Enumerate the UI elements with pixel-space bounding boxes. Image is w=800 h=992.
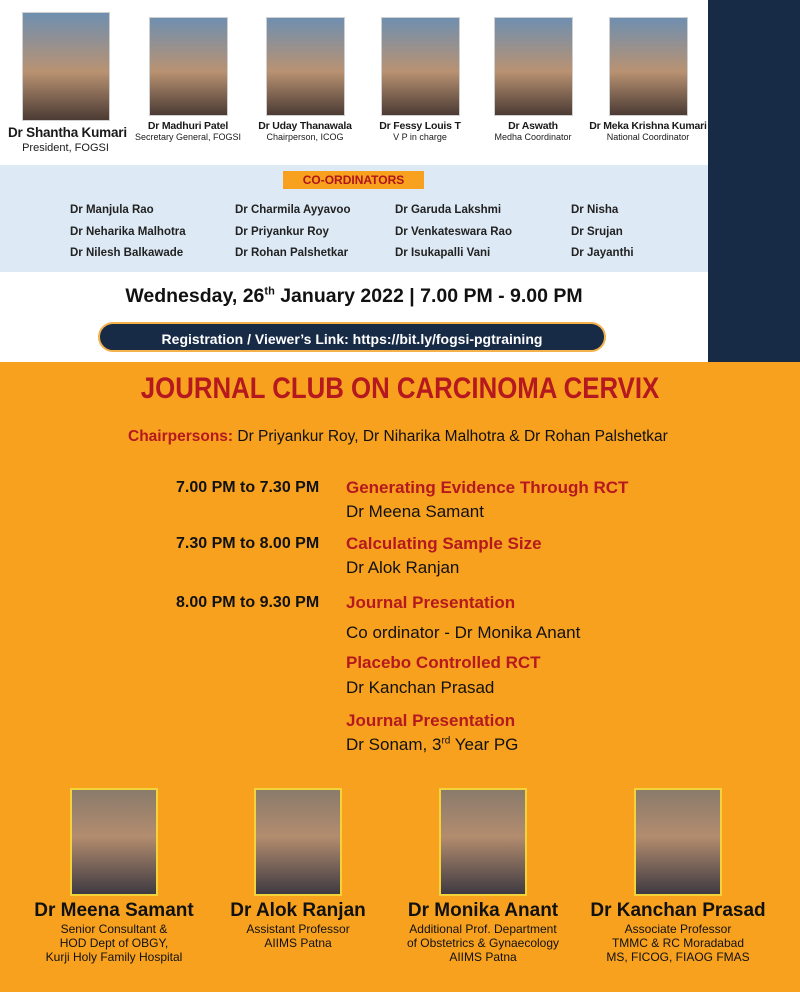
faculty-detail: AIIMS Patna	[449, 950, 517, 964]
faculty-name: Dr Kanchan Prasad	[590, 900, 766, 921]
chairpersons-label: Chairpersons:	[128, 428, 234, 445]
event-date-time	[0, 285, 708, 308]
session-speaker: Dr Meena Samant	[346, 502, 484, 521]
dignitary-photo	[22, 12, 110, 121]
faculty-detail: Associate Professor	[624, 922, 732, 936]
dignitary-name: Dr Shantha Kumari	[8, 125, 127, 140]
dignitary-shantha-kumari	[8, 12, 127, 154]
dignitary-role: Medha Coordinator	[494, 132, 572, 142]
event-date-rest: January 2022 | 7.00 PM - 9.00 PM	[274, 285, 583, 307]
navy-side-strip	[708, 0, 800, 362]
faculty-detail: Senior Consultant &	[60, 922, 168, 936]
session-title: Generating Evidence Through RCT	[346, 478, 629, 497]
dignitary-photo	[266, 17, 345, 116]
dignitary-name: Dr Fessy Louis T	[379, 120, 461, 132]
faculty-photo	[634, 788, 722, 896]
faculty-name: Dr Monika Anant	[407, 900, 559, 921]
dignitary-role: National Coordinator	[606, 132, 690, 142]
registration-link[interactable]: Registration / Viewer’s Link: https://bit.ly/fogsi-pgtraining	[98, 322, 606, 352]
faculty-detail: Kurji Holy Family Hospital	[45, 950, 183, 964]
event-day: Wednesday, 26	[125, 285, 265, 307]
dignitary-uday-thanawala	[250, 17, 360, 142]
session-time: 7.00 PM to 7.30 PM	[176, 479, 320, 496]
dignitary-photo	[149, 17, 228, 116]
faculty-photo	[439, 788, 527, 896]
speaker-year-rest: Year PG	[450, 735, 519, 754]
faculty-detail: Assistant Professor	[246, 922, 350, 936]
event-day-suffix: th	[264, 285, 275, 298]
speaker-name: Dr Sonam, 3	[346, 735, 442, 754]
coordinator-name: Dr Charmila Ayyavoo	[235, 204, 351, 216]
chairpersons	[128, 428, 668, 446]
chairpersons-names: Dr Priyankur Roy, Dr Niharika Malhotra & Dr Rohan Palshetkar	[233, 428, 668, 445]
session-speaker: Dr Alok Ranjan	[346, 558, 460, 577]
coordinator-name: Dr Venkateswara Rao	[395, 226, 512, 238]
dignitary-name: Dr Meka Krishna Kumari	[589, 120, 707, 132]
dignitary-madhuri-patel	[130, 17, 246, 142]
dignitary-photo	[494, 17, 573, 116]
coordinator-name: Dr Rohan Palshetkar	[235, 247, 349, 259]
coordinator-name: Dr Garuda Lakshmi	[395, 204, 502, 216]
faculty-detail: TMMC & RC Moradabad	[611, 936, 745, 950]
faculty-monika-anant	[390, 788, 576, 964]
session-time: 8.00 PM to 9.30 PM	[176, 594, 320, 611]
dignitary-name: Dr Aswath	[508, 120, 558, 132]
faculty-photo	[254, 788, 342, 896]
dignitary-name: Dr Madhuri Patel	[147, 120, 229, 132]
session-title: Journal Presentation	[346, 593, 516, 612]
faculty-detail: HOD Dept of OBGY,	[59, 936, 169, 950]
coordinator-name: Dr Nisha	[571, 204, 619, 216]
coordinator-name: Dr Neharika Malhotra	[70, 226, 186, 238]
faculty-meena-samant	[10, 788, 218, 964]
faculty-name: Dr Alok Ranjan	[230, 900, 366, 921]
dignitary-name: Dr Uday Thanawala	[258, 120, 352, 132]
dignitary-role: V P in charge	[393, 132, 447, 142]
dignitary-photo	[381, 17, 460, 116]
session-title: Placebo Controlled RCT	[346, 653, 541, 672]
session-title: Journal Presentation	[346, 711, 516, 730]
program-title: JOURNAL CLUB ON CARCINOMA CERVIX	[140, 372, 660, 405]
dignitary-role: Chairperson, ICOG	[266, 132, 344, 142]
faculty-kanchan-prasad	[578, 788, 778, 964]
coordinator-name: Dr Isukapalli Vani	[395, 247, 491, 259]
faculty-detail: MS, FICOG, FIAOG FMAS	[606, 950, 750, 964]
coordinator-name: Dr Priyankur Roy	[235, 226, 329, 238]
dignitary-meka-krishna-kumari	[588, 17, 708, 142]
coordinator-name: Dr Srujan	[571, 226, 623, 238]
speaker-year-suffix: rd	[441, 735, 451, 747]
dignitary-role: President, FOGSI	[22, 142, 109, 154]
session-speaker: Dr Kanchan Prasad	[346, 678, 495, 697]
coordinator-name: Dr Manjula Rao	[70, 204, 154, 216]
dignitary-fessy-louis	[365, 17, 475, 142]
dignitary-photo	[609, 17, 688, 116]
session-time: 7.30 PM to 8.00 PM	[176, 535, 320, 552]
session-title: Calculating Sample Size	[346, 534, 542, 553]
session-speaker	[346, 735, 518, 755]
dignitary-role: Secretary General, FOGSI	[134, 132, 242, 142]
dignitary-aswath	[478, 17, 588, 142]
faculty-detail: Additional Prof. Department	[409, 922, 557, 936]
coordinator-name: Dr Nilesh Balkawade	[70, 247, 184, 259]
coordinators-heading: CO-ORDINATORS	[283, 171, 424, 189]
faculty-alok-ranjan	[218, 788, 378, 950]
faculty-detail: AIIMS Patna	[264, 936, 332, 950]
session-coordinator: Co ordinator - Dr Monika Anant	[346, 623, 581, 642]
faculty-detail: of Obstetrics & Gynaecology	[406, 936, 560, 950]
faculty-name: Dr Meena Samant	[34, 900, 194, 921]
faculty-photo	[70, 788, 158, 896]
coordinator-name: Dr Jayanthi	[571, 247, 634, 259]
